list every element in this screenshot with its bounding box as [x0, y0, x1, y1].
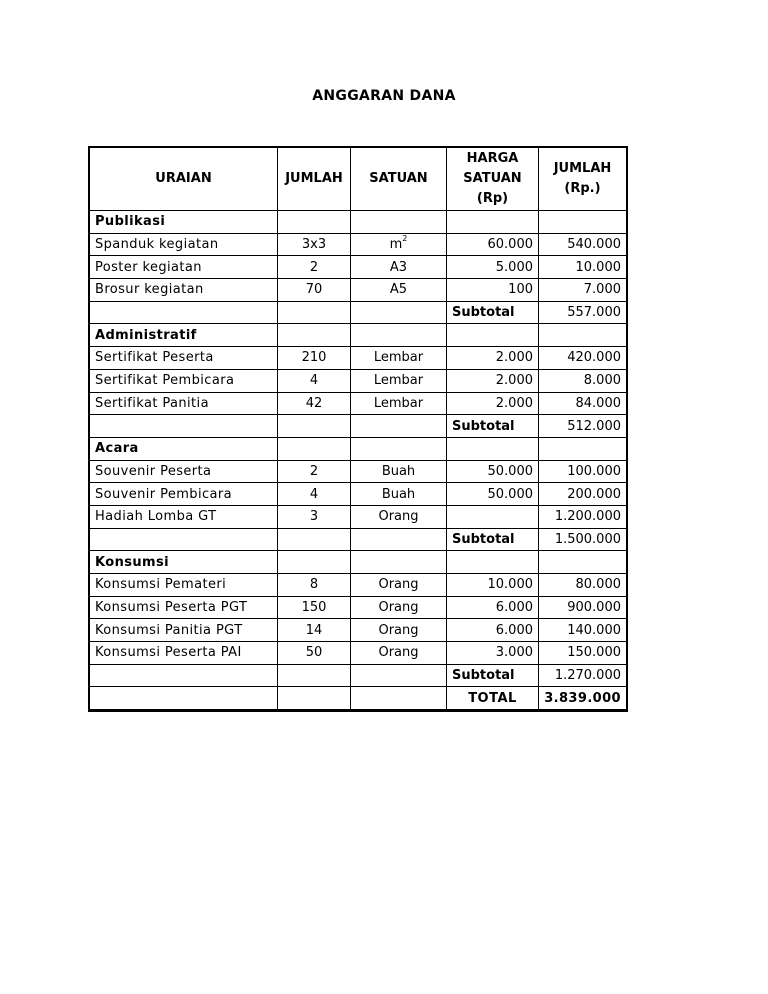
item-jumlah: 14 — [278, 619, 351, 642]
empty-cell — [539, 211, 627, 234]
section-row — [90, 324, 627, 347]
subtotal-row — [90, 301, 627, 324]
item-total: 80.000 — [539, 574, 627, 597]
item-satuan — [351, 392, 447, 415]
subtotal-value: 1.500.000 — [539, 528, 627, 551]
empty-cell — [90, 301, 278, 324]
table-row — [90, 392, 627, 415]
subtotal-label: Subtotal — [447, 415, 539, 438]
section-row — [90, 551, 627, 574]
empty-cell — [351, 301, 447, 324]
item-total: 84.000 — [539, 392, 627, 415]
item-satuan — [351, 596, 447, 619]
item-uraian: Konsumsi Peserta PGT — [90, 596, 278, 619]
empty-cell — [351, 211, 447, 234]
empty-cell — [90, 415, 278, 438]
item-satuan-text: Lembar — [373, 350, 424, 366]
grand-total-label: TOTAL — [447, 687, 539, 710]
item-satuan-text: Lembar — [373, 373, 424, 389]
item-satuan — [351, 256, 447, 279]
item-total: 1.200.000 — [539, 505, 627, 528]
table-row — [90, 279, 627, 302]
item-uraian: Sertifikat Pembicara — [90, 369, 278, 392]
empty-cell — [539, 551, 627, 574]
item-uraian: Brosur kegiatan — [90, 279, 278, 302]
item-uraian: Hadiah Lomba GT — [90, 505, 278, 528]
header-total-line2: (Rp.) — [564, 181, 601, 196]
empty-cell — [539, 324, 627, 347]
item-harga — [447, 505, 539, 528]
item-harga: 3.000 — [447, 642, 539, 665]
item-total: 150.000 — [539, 642, 627, 665]
empty-cell — [447, 437, 539, 460]
table-row — [90, 619, 627, 642]
item-jumlah: 2 — [278, 256, 351, 279]
item-satuan — [351, 279, 447, 302]
section-title: Publikasi — [90, 211, 278, 234]
item-uraian: Konsumsi Peserta PAI — [90, 642, 278, 665]
item-satuan-superscript: 2 — [402, 233, 408, 243]
header-uraian: URAIAN — [90, 148, 278, 211]
item-jumlah: 70 — [278, 279, 351, 302]
item-satuan — [351, 460, 447, 483]
header-harga-line2: SATUAN — [463, 171, 522, 186]
item-uraian: Sertifikat Peserta — [90, 347, 278, 370]
item-jumlah: 2 — [278, 460, 351, 483]
item-jumlah: 3x3 — [278, 233, 351, 256]
empty-cell — [90, 664, 278, 687]
item-total: 7.000 — [539, 279, 627, 302]
table-row — [90, 596, 627, 619]
table-row — [90, 574, 627, 597]
item-satuan-text: Buah — [381, 463, 416, 479]
item-uraian: Souvenir Pembicara — [90, 483, 278, 506]
empty-cell — [351, 528, 447, 551]
item-harga: 60.000 — [447, 233, 539, 256]
header-harga-line3: (Rp) — [476, 191, 509, 206]
empty-cell — [351, 324, 447, 347]
header-total-line1: JUMLAH — [553, 161, 612, 176]
budget-table — [89, 147, 627, 711]
item-total: 540.000 — [539, 233, 627, 256]
page-title: ANGGARAN DANA — [312, 88, 456, 104]
item-satuan — [351, 483, 447, 506]
item-satuan-text: Orang — [378, 622, 419, 638]
item-uraian: Konsumsi Panitia PGT — [90, 619, 278, 642]
item-satuan — [351, 619, 447, 642]
item-jumlah: 4 — [278, 369, 351, 392]
header-harga-satuan — [447, 148, 539, 211]
item-harga: 2.000 — [447, 369, 539, 392]
section-title: Acara — [90, 437, 278, 460]
item-total: 420.000 — [539, 347, 627, 370]
empty-cell — [90, 528, 278, 551]
empty-cell — [278, 415, 351, 438]
empty-cell — [447, 324, 539, 347]
item-satuan-text: Lembar — [373, 395, 424, 411]
table-row — [90, 460, 627, 483]
item-harga: 6.000 — [447, 619, 539, 642]
empty-cell — [351, 664, 447, 687]
empty-cell — [539, 437, 627, 460]
item-jumlah: 210 — [278, 347, 351, 370]
table-row — [90, 369, 627, 392]
item-total: 140.000 — [539, 619, 627, 642]
section-title: Administratif — [90, 324, 278, 347]
item-harga: 50.000 — [447, 460, 539, 483]
subtotal-row — [90, 528, 627, 551]
empty-cell — [447, 551, 539, 574]
item-satuan — [351, 574, 447, 597]
item-jumlah: 42 — [278, 392, 351, 415]
item-harga: 6.000 — [447, 596, 539, 619]
item-total: 900.000 — [539, 596, 627, 619]
empty-cell — [90, 687, 278, 710]
subtotal-label: Subtotal — [447, 301, 539, 324]
empty-cell — [351, 415, 447, 438]
item-uraian: Souvenir Peserta — [90, 460, 278, 483]
item-harga: 100 — [447, 279, 539, 302]
item-total: 200.000 — [539, 483, 627, 506]
item-jumlah: 3 — [278, 505, 351, 528]
subtotal-row — [90, 415, 627, 438]
subtotal-value: 512.000 — [539, 415, 627, 438]
item-harga: 10.000 — [447, 574, 539, 597]
subtotal-label: Subtotal — [447, 664, 539, 687]
empty-cell — [278, 687, 351, 710]
item-total: 10.000 — [539, 256, 627, 279]
subtotal-label: Subtotal — [447, 528, 539, 551]
item-satuan-text: Orang — [378, 645, 419, 661]
section-row — [90, 211, 627, 234]
item-uraian: Sertifikat Panitia — [90, 392, 278, 415]
item-uraian: Konsumsi Pemateri — [90, 574, 278, 597]
item-satuan-text: Orang — [378, 509, 419, 525]
subtotal-value: 1.270.000 — [539, 664, 627, 687]
empty-cell — [278, 551, 351, 574]
table-body — [90, 211, 627, 711]
header-satuan: SATUAN — [351, 148, 447, 211]
item-satuan — [351, 369, 447, 392]
item-satuan — [351, 347, 447, 370]
item-total: 100.000 — [539, 460, 627, 483]
item-satuan-text: m — [389, 237, 403, 253]
empty-cell — [351, 437, 447, 460]
item-jumlah: 8 — [278, 574, 351, 597]
empty-cell — [278, 528, 351, 551]
empty-cell — [351, 687, 447, 710]
empty-cell — [447, 211, 539, 234]
item-satuan — [351, 642, 447, 665]
empty-cell — [278, 211, 351, 234]
table-row — [90, 642, 627, 665]
section-row — [90, 437, 627, 460]
item-satuan — [351, 233, 447, 256]
empty-cell — [351, 551, 447, 574]
subtotal-row — [90, 664, 627, 687]
empty-cell — [278, 301, 351, 324]
header-jumlah-rp — [539, 148, 627, 211]
item-satuan-text: A5 — [389, 282, 408, 298]
item-jumlah: 150 — [278, 596, 351, 619]
table-row — [90, 233, 627, 256]
item-harga: 2.000 — [447, 392, 539, 415]
item-satuan-text: Buah — [381, 486, 416, 502]
item-harga: 2.000 — [447, 347, 539, 370]
table-row — [90, 347, 627, 370]
header-row — [90, 148, 627, 211]
item-satuan-text: A3 — [389, 259, 408, 275]
item-jumlah: 50 — [278, 642, 351, 665]
table-row — [90, 256, 627, 279]
item-satuan — [351, 505, 447, 528]
subtotal-value: 557.000 — [539, 301, 627, 324]
item-harga: 50.000 — [447, 483, 539, 506]
item-satuan-text: Orang — [378, 600, 419, 616]
grand-total-row — [90, 687, 627, 710]
item-harga: 5.000 — [447, 256, 539, 279]
empty-cell — [278, 437, 351, 460]
item-total: 8.000 — [539, 369, 627, 392]
grand-total-value: 3.839.000 — [539, 687, 627, 710]
section-title: Konsumsi — [90, 551, 278, 574]
item-uraian: Poster kegiatan — [90, 256, 278, 279]
item-jumlah: 4 — [278, 483, 351, 506]
item-uraian: Spanduk kegiatan — [90, 233, 278, 256]
header-harga-line1: HARGA — [466, 151, 519, 166]
table-row — [90, 483, 627, 506]
table-row — [90, 505, 627, 528]
header-jumlah: JUMLAH — [278, 148, 351, 211]
empty-cell — [278, 664, 351, 687]
item-satuan-text: Orang — [378, 577, 419, 593]
empty-cell — [278, 324, 351, 347]
